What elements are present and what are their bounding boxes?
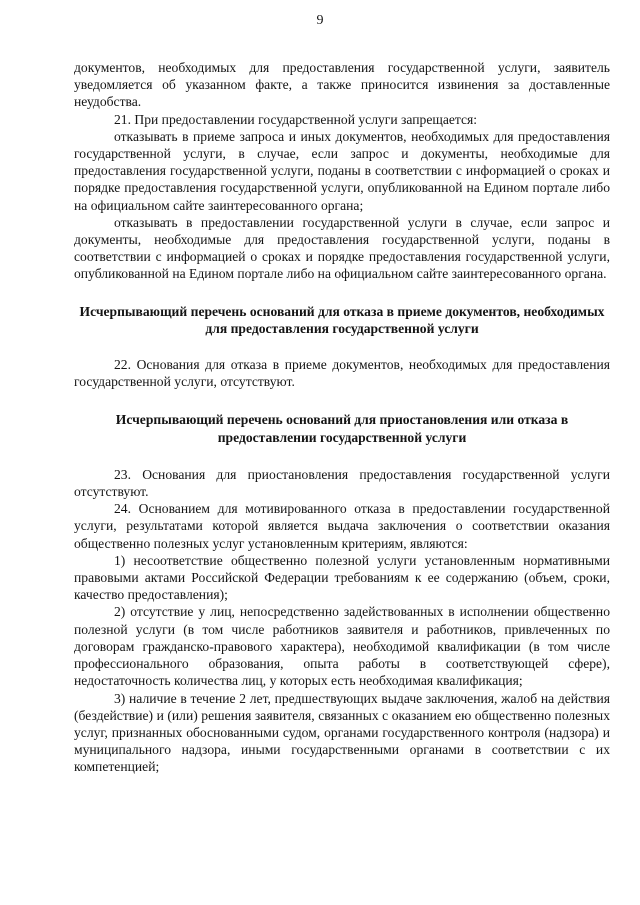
page-number: 9 [316,13,324,28]
section-heading: Исчерпывающий перечень оснований для отказа в приеме документов, необходимых для предоставления государственной услуги [79,303,605,336]
section-heading: Исчерпывающий перечень оснований для приостановления или отказа в предоставлении государственной услуги [115,412,569,445]
document-body [74,59,610,776]
paragraph: 21. При предоставлении государственной услуги запрещается: [114,111,478,127]
paragraph: 2) отсутствие у лиц, непосредственно задействованных в исполнении общественно полезной услуги (в том числе работников заявителя и работников, привлеченных по договорам гражданско-правового характера), необходимой квалификации (в том числе профессионального образования, опыта работы в соответствующей сфере), недостаточность количества лиц, у которых есть необходимая квалификация; [74,604,610,689]
paragraph: 23. Основания для приостановления предоставления государственной услуги отсутствуют. [74,466,610,500]
paragraph: отказывать в приеме запроса и иных документов, необходимых для предоставления государственной услуги, в случае, если запрос и документы, необходимые для предоставления государственной услуги, поданы в соответствии с информацией о сроках и порядке предоставления государственной услуги, опубликованной на Едином портале либо на официальном сайте заинтересованного органа; [74,128,610,213]
paragraph: 3) наличие в течение 2 лет, предшествующих выдаче заключения, жалоб на действия (бездействие) и (или) решения заявителя, связанных с оказанием ею общественно полезных услуг, признанных обоснованными судом, органами государственного контроля (надзора) и муниципального надзора, иными государственными органами в соответствии с их компетенцией; [74,690,610,775]
paragraph: 24. Основанием для мотивированного отказа в предоставлении государственной услуги, результатами которой является выдача заключения о соответствии оказания общественно полезных услуг установленным критериям, являются: [74,501,610,551]
paragraph: 1) несоответствие общественно полезной услуги установленным нормативными правовыми актами Российской Федерации требованиям к ее содержанию (объем, сроки, качество предоставления); [74,552,610,603]
paragraph: 22. Основания для отказа в приеме документов, необходимых для предоставления государственной услуги, отсутствуют. [74,357,610,390]
paragraph: документов, необходимых для предоставления государственной услуги, заявитель уведомляется об указанном факте, а также приносится извинения за доставленные неудобства. [74,60,610,110]
paragraph: отказывать в предоставлении государственной услуги в случае, если запрос и документы, необходимые для предоставления государственной услуги, поданы в соответствии с информацией о сроках и порядке предоставления государственной услуги, опубликованной на Едином портале либо на официальном сайте заинтересованного органа. [74,214,610,282]
